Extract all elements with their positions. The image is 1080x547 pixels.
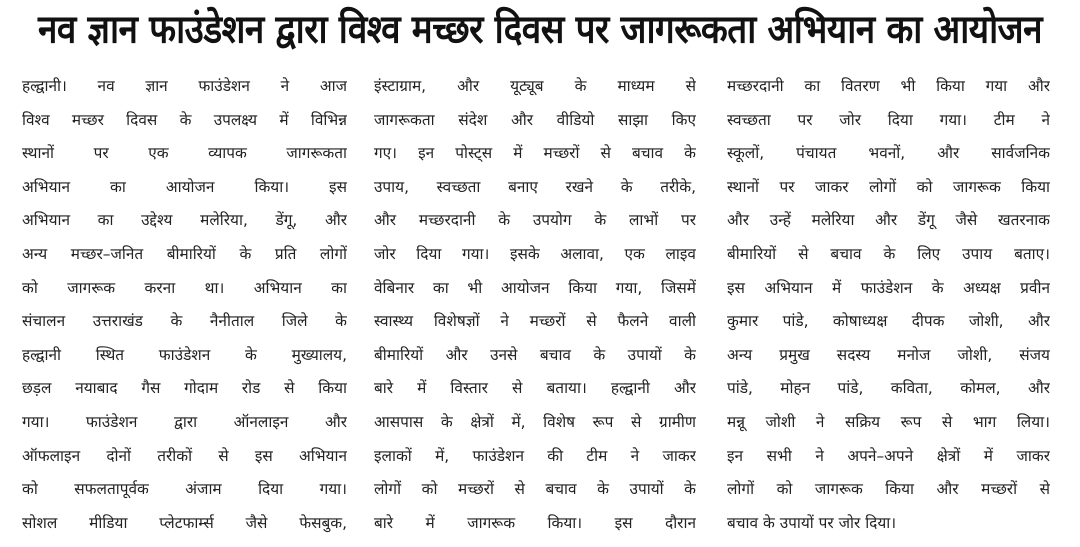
article-text-line: इंस्टाग्राम, और यूट्यूब के माध्यम से [374, 77, 696, 95]
article-column-2 [374, 70, 696, 540]
article-text-line: सोशल मीडिया प्लेटफार्म्स जैसे फेसबुक, [22, 513, 347, 532]
article-text-line: बारे में विस्तार से बताया। हल्द्वानी और [374, 379, 696, 398]
article-text-line: और मच्छरदानी के उपयोग के लाभों पर [374, 211, 696, 230]
article-text-line: अभियान का उद्देश्य मलेरिया, डेंगू, और [22, 211, 347, 230]
article-text-line: स्वच्छता पर जोर दिया गया। टीम ने [727, 110, 1050, 129]
article-text-line: उपाय, स्वच्छता बनाए रखने के तरीके, [374, 177, 696, 196]
article-text-line: को जागरूक करना था। अभियान का [22, 278, 347, 297]
article-text-line: गए। इन पोस्ट्स में मच्छरों से बचाव के [374, 144, 696, 163]
article-text-line: अन्य मच्छर–जनित बीमारियों के प्रति लोगों [22, 244, 347, 263]
article-text-line: गया। फाउंडेशन द्वारा ऑनलाइन और [22, 412, 347, 431]
article-headline: नव ज्ञान फाउंडेशन द्वारा विश्व मच्छर दिवस पर जागरूकता अभियान का आयोजन [37, 7, 1043, 53]
article-text-line: और उन्हें मलेरिया और डेंगू जैसे खतरनाक [727, 211, 1050, 230]
article-text-line: संचालन उत्तराखंड के नैनीताल जिले के [22, 312, 347, 331]
article-text-line: स्वास्थ्य विशेषज्ञों ने मच्छरों से फैलने वाली [374, 312, 696, 331]
article-column-3 [727, 70, 1050, 540]
article-text-line: विश्व मच्छर दिवस के उपलक्ष्य में विभिन्न [22, 110, 347, 129]
article-text-line: स्थानों पर जाकर लोगों को जागरूक किया [727, 177, 1050, 196]
article-text-line: इन सभी ने अपने–अपने क्षेत्रों में जाकर [727, 446, 1050, 465]
article-text-line: छड़ल नयाबाद गैस गोदाम रोड से किया [22, 379, 347, 398]
article-text-line: बचाव के उपायों पर जोर दिया। [727, 513, 897, 532]
article-text-line: इलाकों में, फाउंडेशन की टीम ने जाकर [374, 446, 696, 465]
article-text-line: वेबिनार का भी आयोजन किया गया, जिसमें [374, 278, 696, 297]
article-text-line: मन्नू जोशी ने सक्रिय रूप से भाग लिया। [727, 412, 1050, 431]
article-text-line: ऑफलाइन दोनों तरीकों से इस अभियान [22, 446, 347, 465]
article-text-line: मच्छरदानी का वितरण भी किया गया और [727, 77, 1050, 95]
article-column-1 [22, 70, 347, 540]
article-text-line: अन्य प्रमुख सदस्य मनोज जोशी, संजय [727, 345, 1050, 364]
article-text-line: जोर दिया गया। इसके अलावा, एक लाइव [374, 244, 696, 263]
article-text-line: आसपास के क्षेत्रों में, विशेष रूप से ग्रामीण [374, 412, 696, 431]
article-text-line: लोगों को मच्छरों से बचाव के उपायों के [374, 480, 696, 499]
article-text-line: बीमारियों और उनसे बचाव के उपायों के [374, 345, 696, 364]
article-text-line: लोगों को जागरूक किया और मच्छरों से [727, 480, 1050, 499]
article-text-line: जागरूकता संदेश और वीडियो साझा किए [374, 110, 696, 129]
article-text-line: अभियान का आयोजन किया। इस [22, 177, 347, 196]
article-text-line: हल्द्वानी। नव ज्ञान फाउंडेशन ने आज [22, 77, 347, 95]
article-text-line: को सफलतापूर्वक अंजाम दिया गया। [22, 480, 347, 499]
article-text-line: बारे में जागरूक किया। इस दौरान [374, 513, 696, 532]
article-text-line: स्कूलों, पंचायत भवनों, और सार्वजनिक [727, 144, 1050, 163]
article-text-line: हल्द्वानी स्थित फाउंडेशन के मुख्यालय, [22, 345, 347, 364]
article-text-line: पांडे, मोहन पांडे, कविता, कोमल, और [727, 379, 1050, 398]
article-text-line: कुमार पांडे, कोषाध्यक्ष दीपक जोशी, और [727, 312, 1050, 331]
article-text-line: बीमारियों से बचाव के लिए उपाय बताए। [727, 244, 1050, 263]
article-text-line: इस अभियान में फाउंडेशन के अध्यक्ष प्रवीन [727, 278, 1050, 297]
article-text-line: स्थानों पर एक व्यापक जागरूकता [22, 144, 347, 163]
